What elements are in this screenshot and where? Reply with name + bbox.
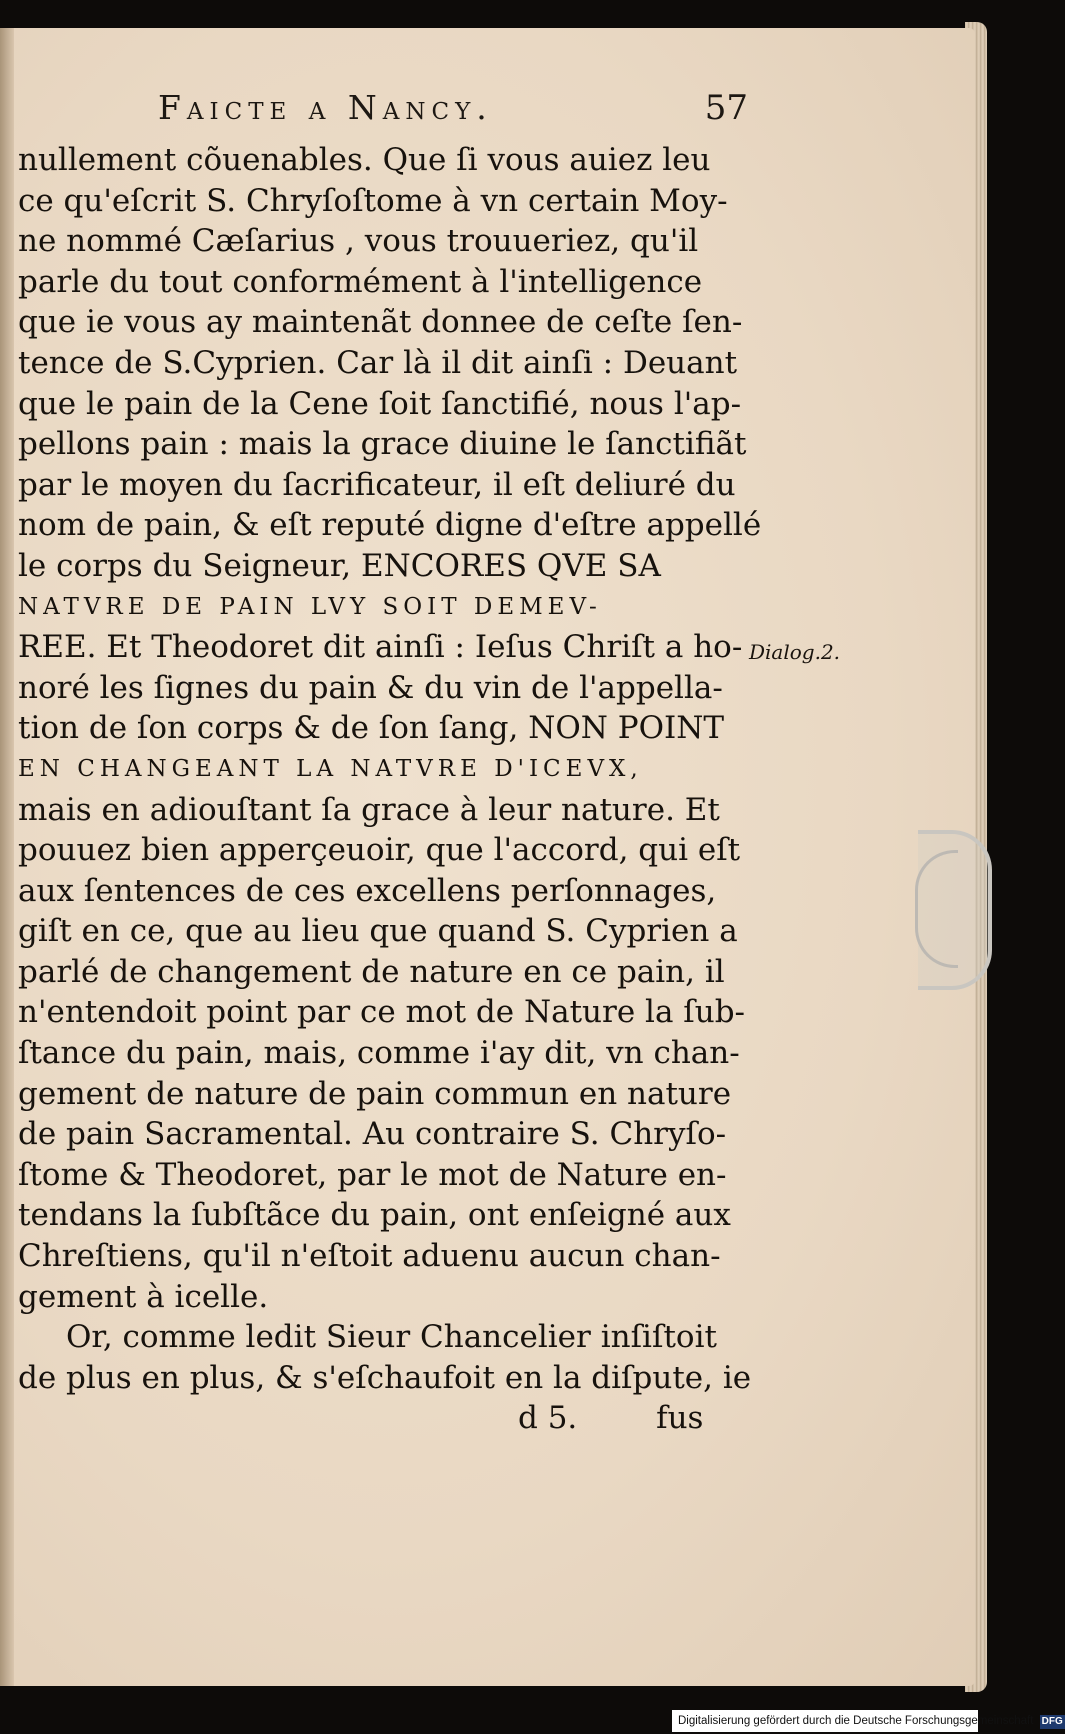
text-line: que ie vous ay maintenãt donnee de ceſte ſen-	[18, 304, 743, 341]
text-line: nullement cõuenables. Que ſi vous auiez leu	[18, 142, 711, 178]
text-line: n'entendoit point par ce mot de Nature la ſub-	[18, 994, 746, 1031]
digitization-footer	[672, 1710, 1063, 1732]
text-line: ne nommé Cæſarius , vous trouueriez, qu'il	[18, 223, 699, 260]
text-line: giſt en ce, que au lieu que quand S. Cyprien a	[18, 913, 738, 950]
text-line: Or, comme ledit Sieur Chancelier inſiſtoit	[66, 1319, 717, 1356]
running-head: Faicte a Nancy.	[158, 88, 493, 127]
text-line: noré les ſignes du pain & du vin de l'appella-	[18, 669, 723, 706]
text-line: tendans la ſubſtãce du pain, ont enſeigné aux	[18, 1197, 731, 1234]
dfg-logo-icon: DFG	[1041, 1716, 1063, 1727]
text-line: gement de nature de pain commun en nature	[18, 1075, 732, 1112]
text-line: Chreſtiens, qu'il n'eſtoit aduenu aucun chan-	[18, 1238, 721, 1275]
page-header	[158, 88, 748, 128]
text-line: aux ſentences de ces excellens perſonnages,	[18, 872, 717, 909]
text-line: nom de pain, & eſt reputé digne d'eſtre appellé	[18, 507, 762, 544]
text-line-caps: EN CHANGEANT LA NATVRE D'ICEVX,	[18, 755, 643, 782]
text-line: de pain Sacramental. Au contraire S. Chryſo-	[18, 1116, 727, 1153]
signature-catchword-line: d 5. fus	[518, 1400, 704, 1437]
text-line: mais en adiouſtant ſa grace à leur nature. Et	[18, 791, 720, 828]
text-line: ce qu'eſcrit S. Chryſoſtome à vn certain Moy-	[18, 182, 728, 219]
page-clip-hook-icon	[915, 850, 958, 968]
text-line: pouuez bien apperçeuoir, que l'accord, qui eſt	[18, 832, 741, 869]
text-line: ſtome & Theodoret, par le mot de Nature en-	[18, 1156, 727, 1193]
text-line: parlé de changement de nature en ce pain, il	[18, 953, 725, 990]
text-line: de plus en plus, & s'eſchaufoit en la diſpute, ie	[18, 1359, 752, 1396]
text-line: pellons pain : mais la grace diuine le ſanctifiãt	[18, 426, 747, 463]
page-number: 57	[704, 88, 748, 128]
text-line-caps: NATVRE DE PAIN LVY SOIT DEMEV-	[18, 593, 602, 620]
text-line: par le moyen du ſacrificateur, il eſt deliuré du	[18, 466, 736, 503]
text-line: gement à icelle.	[18, 1278, 269, 1315]
text-line: le corps du Seigneur, ENCORES QVE SA	[18, 547, 661, 584]
text-line: parle du tout conformément à l'intelligence	[18, 263, 703, 300]
text-line: ſtance du pain, mais, comme i'ay dit, vn chan-	[18, 1035, 740, 1072]
footer-text: Digitalisierung gefördert durch die Deutsche Forschungsgemeinschaft	[678, 1715, 1034, 1727]
text-line: REE. Et Theodoret dit ainſi : Ieſus Chriſt a ho-	[18, 629, 743, 666]
binding-gutter	[0, 28, 14, 1686]
text-line: tence de S.Cyprien. Car là il dit ainſi : Deuant	[18, 344, 738, 381]
text-line: que le pain de la Cene ſoit ſanctifié, nous l'ap-	[18, 385, 742, 422]
text-line: tion de ſon corps & de ſon ſang, NON POINT	[18, 710, 725, 747]
margin-note: Dialog.2.	[749, 640, 841, 664]
body-text	[18, 140, 762, 1439]
